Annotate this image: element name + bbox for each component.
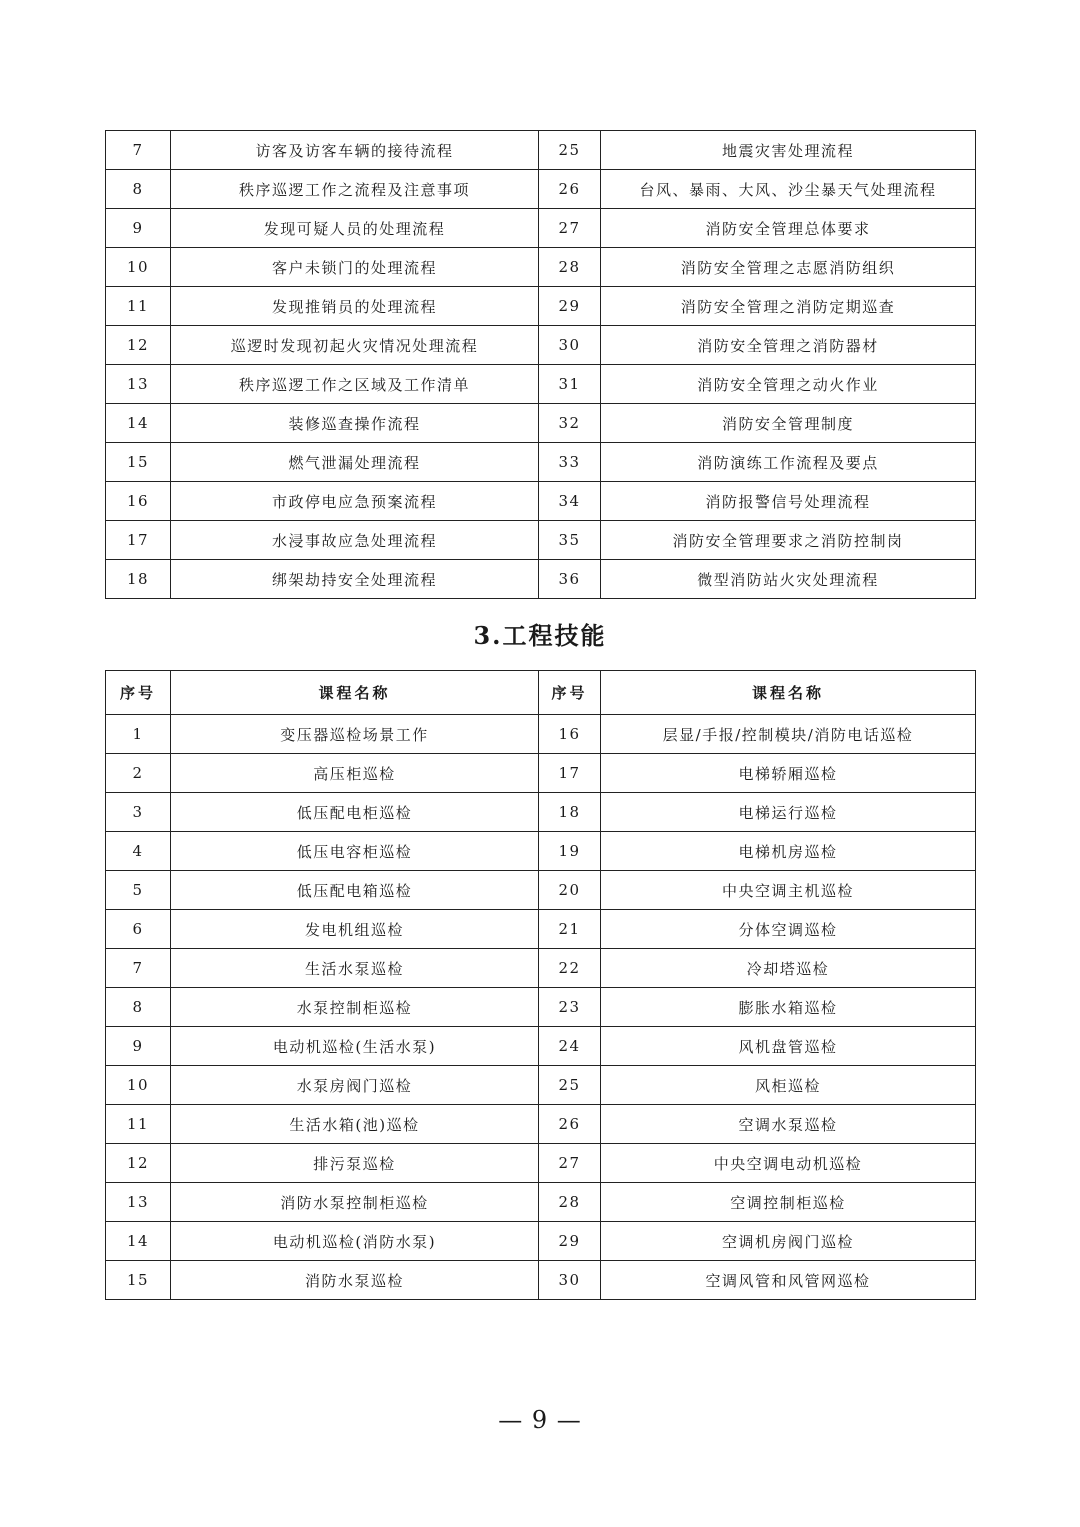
cell-no-right: 34 [539, 482, 601, 521]
cell-no-left: 6 [106, 910, 171, 949]
cell-name-left: 高压柜巡检 [171, 754, 539, 793]
table-row [106, 287, 976, 326]
cell-name-left: 生活水箱(池)巡检 [171, 1105, 539, 1144]
cell-name-right: 中央空调主机巡检 [601, 871, 976, 910]
cell-no-right: 19 [539, 832, 601, 871]
table-row [106, 209, 976, 248]
course-table-continued-body [106, 131, 976, 599]
cell-no-right: 24 [539, 1027, 601, 1066]
engineering-course-table-body [106, 715, 976, 1300]
cell-name-left: 电动机巡检(消防水泵) [171, 1222, 539, 1261]
table-row [106, 754, 976, 793]
cell-no-left: 9 [106, 209, 171, 248]
cell-no-left: 9 [106, 1027, 171, 1066]
cell-no-left: 11 [106, 287, 171, 326]
cell-no-right: 29 [539, 1222, 601, 1261]
cell-name-right: 电梯运行巡检 [601, 793, 976, 832]
cell-name-right: 空调控制柜巡检 [601, 1183, 976, 1222]
cell-no-left: 12 [106, 326, 171, 365]
cell-no-right: 16 [539, 715, 601, 754]
table-row [106, 248, 976, 287]
cell-no-left: 5 [106, 871, 171, 910]
cell-no-right: 27 [539, 209, 601, 248]
cell-no-left: 8 [106, 988, 171, 1027]
cell-no-right: 31 [539, 365, 601, 404]
cell-name-left: 绑架劫持安全处理流程 [171, 560, 539, 599]
cell-name-left: 水浸事故应急处理流程 [171, 521, 539, 560]
cell-name-left: 消防水泵控制柜巡检 [171, 1183, 539, 1222]
cell-name-left: 消防水泵巡检 [171, 1261, 539, 1300]
cell-name-right: 层显/手报/控制模块/消防电话巡检 [601, 715, 976, 754]
cell-no-left: 14 [106, 1222, 171, 1261]
table-row [106, 949, 976, 988]
cell-no-right: 18 [539, 793, 601, 832]
cell-no-right: 26 [539, 1105, 601, 1144]
cell-name-right: 电梯机房巡检 [601, 832, 976, 871]
cell-name-right: 消防安全管理制度 [601, 404, 976, 443]
table-row [106, 871, 976, 910]
cell-name-right: 消防安全管理之消防器材 [601, 326, 976, 365]
cell-no-left: 17 [106, 521, 171, 560]
cell-name-left: 低压电容柜巡检 [171, 832, 539, 871]
cell-no-right: 25 [539, 131, 601, 170]
table-row [106, 404, 976, 443]
table-row [106, 910, 976, 949]
cell-name-left: 市政停电应急预案流程 [171, 482, 539, 521]
course-table-continued [105, 130, 976, 599]
cell-no-left: 7 [106, 131, 171, 170]
cell-name-left: 秩序巡逻工作之区域及工作清单 [171, 365, 539, 404]
cell-name-right: 消防安全管理之动火作业 [601, 365, 976, 404]
table-row [106, 560, 976, 599]
cell-no-right: 30 [539, 326, 601, 365]
engineering-course-table [105, 670, 976, 1300]
table-row [106, 1261, 976, 1300]
table-header-row [106, 671, 976, 715]
section-heading-engineering-skills: 3.工程技能 [473, 621, 607, 650]
cell-no-left: 8 [106, 170, 171, 209]
header-no-right: 序号 [539, 671, 601, 715]
table-row [106, 715, 976, 754]
cell-name-left: 水泵房阀门巡检 [171, 1066, 539, 1105]
cell-name-left: 访客及访客车辆的接待流程 [171, 131, 539, 170]
cell-no-left: 7 [106, 949, 171, 988]
cell-name-right: 消防安全管理要求之消防控制岗 [601, 521, 976, 560]
cell-no-right: 21 [539, 910, 601, 949]
cell-name-right: 分体空调巡检 [601, 910, 976, 949]
cell-name-left: 排污泵巡检 [171, 1144, 539, 1183]
table-row [106, 1144, 976, 1183]
cell-no-right: 32 [539, 404, 601, 443]
cell-name-right: 消防演练工作流程及要点 [601, 443, 976, 482]
cell-no-right: 30 [539, 1261, 601, 1300]
cell-name-left: 燃气泄漏处理流程 [171, 443, 539, 482]
cell-name-right: 消防安全管理之志愿消防组织 [601, 248, 976, 287]
cell-name-right: 中央空调电动机巡检 [601, 1144, 976, 1183]
cell-no-right: 28 [539, 248, 601, 287]
cell-no-right: 35 [539, 521, 601, 560]
cell-no-right: 17 [539, 754, 601, 793]
cell-no-right: 28 [539, 1183, 601, 1222]
cell-name-right: 消防报警信号处理流程 [601, 482, 976, 521]
cell-name-right: 风机盘管巡检 [601, 1027, 976, 1066]
cell-name-left: 生活水泵巡检 [171, 949, 539, 988]
cell-no-left: 16 [106, 482, 171, 521]
cell-name-left: 巡逻时发现初起火灾情况处理流程 [171, 326, 539, 365]
cell-name-left: 客户未锁门的处理流程 [171, 248, 539, 287]
table-row [106, 482, 976, 521]
cell-name-right: 空调机房阀门巡检 [601, 1222, 976, 1261]
cell-name-left: 低压配电柜巡检 [171, 793, 539, 832]
header-name-left: 课程名称 [171, 671, 539, 715]
cell-no-left: 14 [106, 404, 171, 443]
table-row [106, 1105, 976, 1144]
cell-name-right: 消防安全管理之消防定期巡查 [601, 287, 976, 326]
cell-name-left: 发现推销员的处理流程 [171, 287, 539, 326]
cell-no-left: 18 [106, 560, 171, 599]
cell-name-right: 消防安全管理总体要求 [601, 209, 976, 248]
cell-no-left: 13 [106, 365, 171, 404]
cell-no-right: 26 [539, 170, 601, 209]
cell-name-right: 地震灾害处理流程 [601, 131, 976, 170]
cell-name-right: 空调水泵巡检 [601, 1105, 976, 1144]
cell-no-right: 25 [539, 1066, 601, 1105]
table-row [106, 793, 976, 832]
cell-name-right: 冷却塔巡检 [601, 949, 976, 988]
cell-name-left: 水泵控制柜巡检 [171, 988, 539, 1027]
cell-no-right: 29 [539, 287, 601, 326]
cell-no-left: 4 [106, 832, 171, 871]
header-no-left: 序号 [106, 671, 171, 715]
cell-no-right: 20 [539, 871, 601, 910]
cell-name-right: 电梯轿厢巡检 [601, 754, 976, 793]
cell-name-left: 变压器巡检场景工作 [171, 715, 539, 754]
cell-no-left: 3 [106, 793, 171, 832]
cell-no-right: 23 [539, 988, 601, 1027]
cell-no-left: 15 [106, 443, 171, 482]
cell-name-right: 台风、暴雨、大风、沙尘暴天气处理流程 [601, 170, 976, 209]
table-row [106, 131, 976, 170]
table-row [106, 521, 976, 560]
cell-name-right: 风柜巡检 [601, 1066, 976, 1105]
cell-no-right: 27 [539, 1144, 601, 1183]
cell-name-left: 秩序巡逻工作之流程及注意事项 [171, 170, 539, 209]
table-row [106, 1027, 976, 1066]
cell-no-right: 33 [539, 443, 601, 482]
table-row [106, 1183, 976, 1222]
table-row [106, 326, 976, 365]
table-row [106, 365, 976, 404]
cell-name-right: 微型消防站火灾处理流程 [601, 560, 976, 599]
cell-name-left: 电动机巡检(生活水泵) [171, 1027, 539, 1066]
table-row [106, 988, 976, 1027]
cell-name-left: 装修巡查操作流程 [171, 404, 539, 443]
cell-no-left: 11 [106, 1105, 171, 1144]
cell-no-left: 10 [106, 248, 171, 287]
cell-no-left: 13 [106, 1183, 171, 1222]
table-row [106, 832, 976, 871]
cell-no-left: 15 [106, 1261, 171, 1300]
table-row [106, 1222, 976, 1261]
cell-no-right: 36 [539, 560, 601, 599]
table-row [106, 1066, 976, 1105]
cell-name-left: 低压配电箱巡检 [171, 871, 539, 910]
cell-name-left: 发电机组巡检 [171, 910, 539, 949]
cell-no-right: 22 [539, 949, 601, 988]
cell-name-right: 空调风管和风管网巡检 [601, 1261, 976, 1300]
cell-no-left: 2 [106, 754, 171, 793]
header-name-right: 课程名称 [601, 671, 976, 715]
cell-no-left: 1 [106, 715, 171, 754]
cell-name-left: 发现可疑人员的处理流程 [171, 209, 539, 248]
cell-no-left: 12 [106, 1144, 171, 1183]
table-row [106, 170, 976, 209]
table-row [106, 443, 976, 482]
cell-no-left: 10 [106, 1066, 171, 1105]
page-number: — 9 — [498, 1406, 582, 1434]
cell-name-right: 膨胀水箱巡检 [601, 988, 976, 1027]
